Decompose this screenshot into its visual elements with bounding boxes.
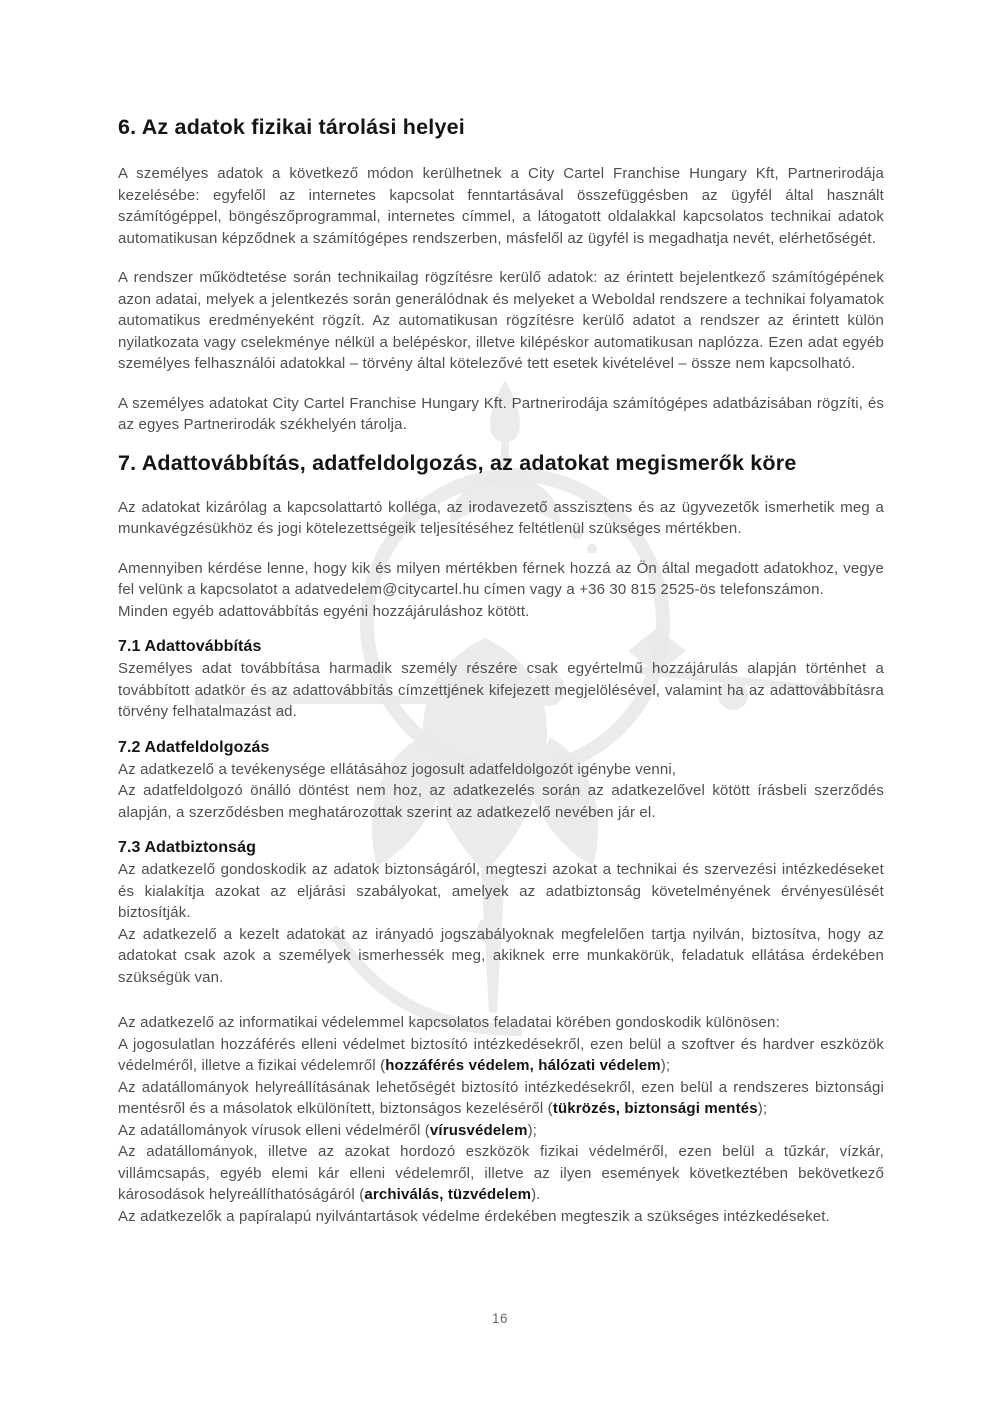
paragraph-consent-note: Minden egyéb adattovábbítás egyéni hozzájáruláshoz kötött. bbox=[118, 602, 530, 620]
paragraph-virus-protection bbox=[118, 1120, 884, 1142]
text-run: Az adatállományok helyreállításának lehetőségét biztosító intézkedésekről, ezen belül a rendszeres biztonsági mentésről és a másolatok elkülönített, biztonságos kezeléséről ( bbox=[118, 1078, 884, 1117]
paragraph-contact-info: Amennyiben kérdése lenne, hogy kik és milyen mértékben férnek hozzá az Ön által megadott adatokhoz, vegye fel velünk a kapcsolatot a adatvedelem@citycartel.hu címen vagy a +36 30 815 2525-ös telefonszámon. bbox=[118, 559, 884, 598]
paragraph-physical-protection bbox=[118, 1141, 884, 1206]
text-run: ); bbox=[757, 1100, 768, 1117]
paragraph-storage-location: A személyes adatokat City Cartel Franchise Hungary Kft. Partnerirodája számítógépes adatbázisában rögzíti, és az egyes Partnerirodák székhelyén tárolja. bbox=[118, 394, 884, 433]
paragraph-data-security-1: Az adatkezelő gondoskodik az adatok biztonságáról, megteszi azokat a technikai és szervezési intézkedéseket és kialakítja azokat az eljárási szabályokat, amelyek az adatbiztonság követelményének érvényesülését biztosítják. bbox=[118, 861, 884, 921]
paragraph-data-processing-2: Az adatfeldolgozó önálló döntést nem hoz, az adatkezelés során az adatkezelővel kötött írásbeli szerződés alapján, a szerződésben meghatározottak szerint az adatkezelő nevében jár el. bbox=[118, 782, 884, 821]
text-run-bold: vírusvédelem bbox=[429, 1121, 528, 1139]
paragraph-it-protection-intro: Az adatkezelő az informatikai védelemmel kapcsolatos feladatai körében gondoskodik különösen: bbox=[118, 1014, 780, 1031]
text-run: Az adatállományok, illetve az azokat hordozó eszközök fizikai védelméről, ezen belül a tűzkár, vízkár, villámcsapás, egyéb elemi kár elleni védelemről, illetve az ilyen események következtében bekövetkező károsodások helyreállíthatóságáról ( bbox=[118, 1143, 884, 1203]
subsection-7-2-heading: 7.2 Adatfeldolgozás bbox=[118, 738, 270, 756]
paragraph-technical-logging: A rendszer működtetése során technikailag rögzítésre kerülő adatok: az érintett bejelentkező számítógépének azon adatai, melyek a jelentkezés során generálódnak és melyeket a Weboldal rendszere a technikai folyamatok automatikus eredményeként rögzít. Az automatikusan rögzítésre kerülő adatot a rendszer az érintett külön nyilatkozata vagy cselekménye nélkül a belépéskor, illetve kilépéskor automatikusan naplózza. Ezen adat egyéb személyes felhasználói adatokkal – törvény által kötelezővé tett esetek kivételével – össze nem kapcsolható. bbox=[118, 269, 884, 372]
section-6-heading: 6. Az adatok fizikai tárolási helyei bbox=[118, 115, 465, 139]
section-7-heading: 7. Adattovábbítás, adatfeldolgozás, az adatokat megismerők köre bbox=[118, 450, 797, 475]
paragraph-data-security-2: Az adatkezelő a kezelt adatokat az irányadó jogszabályoknak megfelelően tartja nyilván, biztosítva, hogy az adatokat csak azok a személyek ismerhessék meg, akiknek erre munkakörük, feladatuk ellátása érdekében szükségük van. bbox=[118, 925, 884, 986]
text-run: Az adatállományok vírusok elleni védelméről ( bbox=[118, 1121, 430, 1139]
document-content bbox=[118, 114, 884, 1227]
subsection-7-1-heading: 7.1 Adattovábbítás bbox=[118, 638, 262, 655]
paragraph-access-scope: Az adatokat kizárólag a kapcsolattartó kolléga, az irodavezető asszisztens és az ügyvezetők ismerhetik meg a munkavégzésükhöz és jogi kötelezettségeik teljesítéséhez feltétlenül szükséges mértékben. bbox=[118, 498, 884, 537]
text-run: ); bbox=[660, 1057, 671, 1074]
text-run-bold: archiválás, tüzvédelem bbox=[364, 1186, 532, 1203]
text-run: ). bbox=[531, 1186, 541, 1203]
text-run: ); bbox=[527, 1121, 538, 1139]
paragraph-data-processing-1: Az adatkezelő a tevékenysége ellátásához jogosult adatfeldolgozót igénybe venni, bbox=[118, 760, 677, 778]
paragraph-paper-records: Az adatkezelők a papíralapú nyilvántartások védelme érdekében megteszik a szükséges intézkedéseket. bbox=[118, 1207, 830, 1225]
paragraph-data-transfer: Személyes adat továbbítása harmadik személy részére csak egyértelmű hozzájárulás alapján történhet a továbbított adatkör és az adattovábbítás címzettjének kifejezett megjelölésével, valamint ha az adattovábbításra törvény felhatalmazást ad. bbox=[118, 660, 884, 720]
text-run-bold: tükrözés, biztonsági mentés bbox=[552, 1100, 758, 1117]
page-number: 16 bbox=[491, 1311, 509, 1326]
paragraph-backup-protection bbox=[118, 1077, 884, 1120]
paragraph-data-collection: A személyes adatok a következő módon kerülhetnek a City Cartel Franchise Hungary Kft, Partnerirodája kezelésébe: egyfelől az internetes kapcsolat fenntartásával összefüggésben az ügyfél által használt számítógéppel, böngészőprogrammal, internetes címmel, a látogatott oldalakkal kapcsolatos technikai adatok automatikusan képződnek a számítógépes rendszerben, másfelől az ügyfél is megadhatja nevét, elérhetőségét. bbox=[118, 165, 884, 247]
text-run-bold: hozzáférés védelem, hálózati védelem bbox=[385, 1057, 661, 1074]
subsection-7-3-heading: 7.3 Adatbiztonság bbox=[118, 839, 257, 856]
text-run: A jogosulatlan hozzáférés elleni védelmet biztosító intézkedésekről, ezen belül a szoftver és hardver eszközök védelméről, illetve a fizikai védelemről ( bbox=[118, 1035, 884, 1074]
paragraph-access-protection bbox=[118, 1034, 884, 1077]
